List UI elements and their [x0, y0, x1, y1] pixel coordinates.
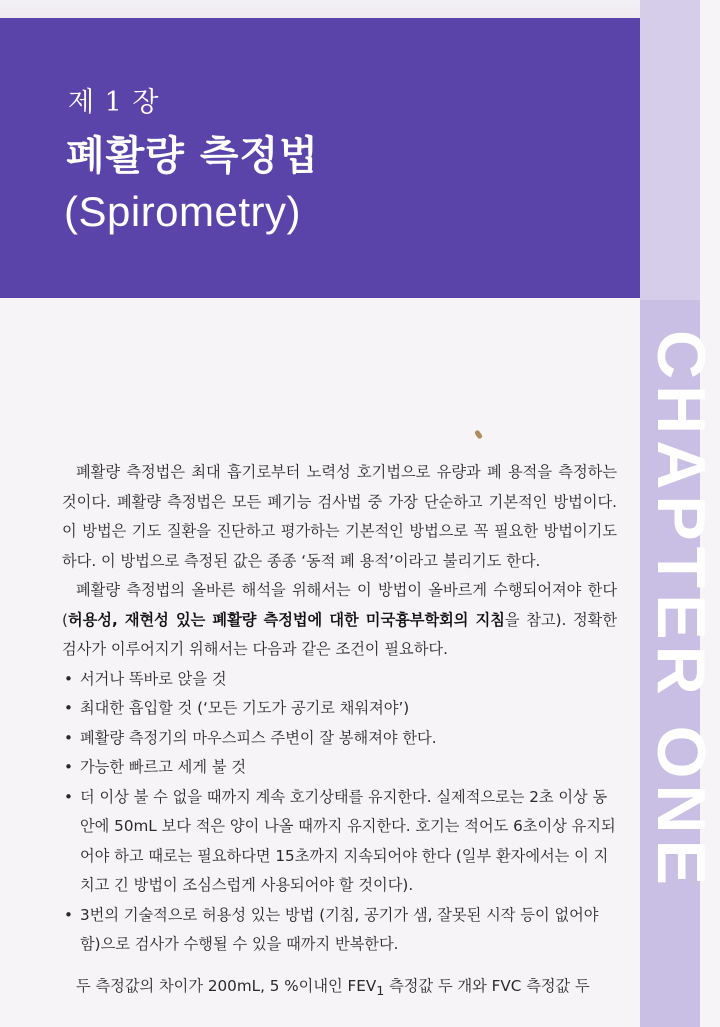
- fev-subscript: 1: [376, 982, 385, 998]
- list-item: [62, 753, 617, 783]
- chapter-subtitle: (Spirometry): [64, 188, 302, 235]
- paragraph-intro: 폐활량 측정법은 최대 흡기로부터 노력성 호기법으로 유량과 폐 용적을 측정하는 것이다. 폐활량 측정법은 모든 폐기능 검사법 중 가장 단순하고 기본적인 방법이다. 이 방법은 기도 질환을 진단하고 평가하는 기본적인 방법으로 꼭 필요한 방법이기도 하다. 이 방법으로 측정된 값은 종종 ‘동적 폐 용적’이라고 불리기도 한다.: [62, 463, 617, 570]
- closing-text-end: 측정값 두 개와 FVC 측정값 두: [384, 976, 590, 995]
- paragraph-closing: [62, 972, 617, 1006]
- list-item-text: 서거나 똑바로 앉을 것: [80, 669, 227, 688]
- paper-speck: [474, 429, 483, 439]
- list-item-text: 가능한 빠르고 세게 불 것: [80, 758, 247, 776]
- closing-text-start: 두 측정값의 차이가 200mL, 5 %이내인 FEV: [76, 976, 377, 995]
- bullet-icon: •: [64, 758, 73, 776]
- paragraph-conditions: [62, 576, 617, 665]
- bullet-icon: •: [64, 728, 73, 747]
- paragraph-conditions-end: 을 참고). 정확한 검사가 이루어지기 위해서는 다음과 같은 조건이 필요하다.: [62, 610, 617, 658]
- list-item-text: 폐활량 측정기의 마우스피스 주변이 잘 봉해져야 한다.: [80, 728, 437, 747]
- chapter-number: 제 1 장: [68, 87, 160, 118]
- list-item: [62, 665, 617, 695]
- bullet-icon: •: [64, 669, 73, 688]
- list-item-text: 최대한 흡입할 것 (‘모든 기도가 공기로 채워져야’): [80, 699, 410, 717]
- side-chapter-label: CHAPTER ONE: [643, 330, 719, 891]
- list-item: [62, 724, 617, 754]
- list-item-text: 더 이상 불 수 없을 때까지 계속 호기상태를 유지한다. 실제적으로는 2초 이상 동안에 50mL 보다 적은 양이 나올 때까지 유지한다. 호기는 적어도 6초이상 유지되어야 하고 때로는 필요하다면 15초까지 지속되어야 한다 (일부 환자에서는 이 지치고 긴 방법이 조심스럽게 사용되어야 할 것이다).: [80, 787, 616, 894]
- bullet-icon: •: [64, 699, 73, 717]
- paragraph-conditions-start: 폐활량 측정법의 올바른 해석을 위해서는 이 방법이 올바르게 수행되어져야 한다 (: [62, 581, 617, 629]
- list-item: [62, 901, 617, 960]
- chapter-title: 폐활량 측정법: [66, 133, 319, 179]
- side-tab-top: [640, 0, 700, 300]
- body-text: [62, 458, 617, 1005]
- list-item: [62, 694, 617, 724]
- list-item-text: 3번의 기술적으로 허용성 있는 방법 (기침, 공기가 샘, 잘못된 시작 등이 없어야 함)으로 검사가 수행될 수 있을 때까지 반복한다.: [80, 905, 599, 953]
- bullet-icon: •: [64, 787, 73, 806]
- bullet-icon: •: [64, 905, 73, 924]
- list-item: [62, 783, 617, 901]
- ats-guideline-reference: 허용성, 재현성 있는 폐활량 측정법에 대한 미국흉부학회의 지침: [67, 610, 505, 629]
- condition-list: [62, 665, 617, 960]
